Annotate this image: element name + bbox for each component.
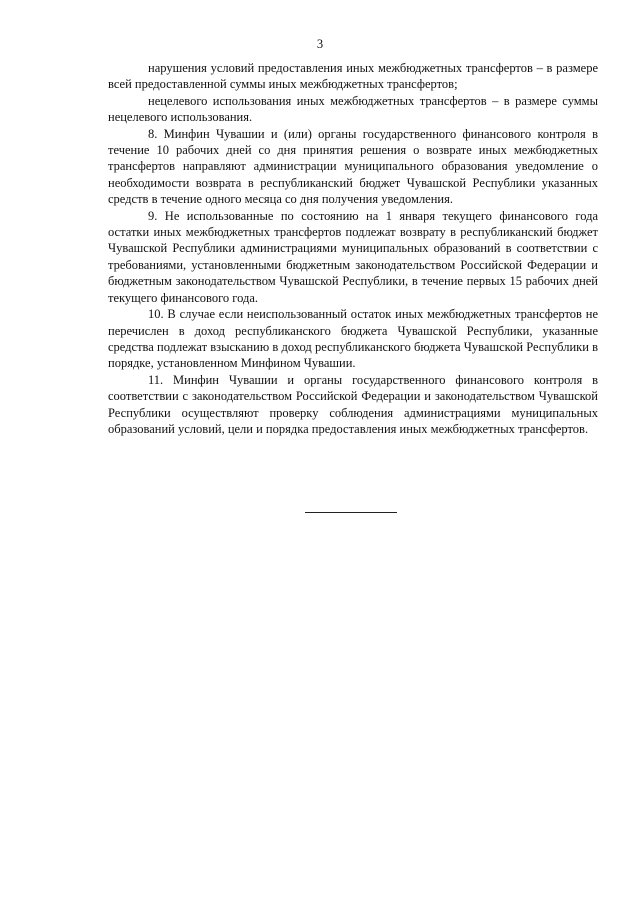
- paragraph-item-9: 9. Не использованные по состоянию на 1 января текущего финансового года остатки иных межбюджетных трансфертов подлежат возврату в республиканский бюджет Чувашской Республики администрациями муниципальных образований в соответствии с требованиями, установленными бюджетным законодательством Российской Федерации и бюджетным законодательством Чувашской Республики, в течение первых 15 рабочих дней текущего финансового года.: [108, 208, 598, 305]
- paragraph-item-10: 10. В случае если неиспользованный остаток иных межбюджетных трансфертов не перечислен в доход республиканского бюджета Чувашской Республики, указанные средства подлежат взысканию в доход республиканского бюджета Чувашской Республики в порядке, установленном Минфином Чувашии.: [108, 307, 598, 371]
- paragraph-item-11: 11. Минфин Чувашии и органы государственного финансового контроля в соответствии с законодательством Российской Федерации и законодательством Чувашской Республики осуществляют проверку соблюдения администрациями муниципальных образований условий, цели и порядка предоставления иных межбюджетных трансфертов.: [108, 372, 598, 436]
- paragraph-item-8: 8. Минфин Чувашии и (или) органы государственного финансового контроля в течение 10 рабочих дней со дня принятия решения о возврате иных межбюджетных трансфертов направляют администрации муниципального образования уведомление о необходимости возврата в республиканский бюджет Чувашской Республики указанных средств в течение одного месяца со дня получения уведомления.: [108, 126, 598, 207]
- paragraph-violation-conditions: нарушения условий предоставления иных межбюджетных трансфертов – в размере всей предоставленной суммы иных межбюджетных трансфертов;: [108, 61, 598, 92]
- paragraph-misuse: нецелевого использования иных межбюджетных трансфертов – в размере суммы нецелевого использования.: [108, 93, 598, 125]
- page-number: 3: [316, 37, 324, 51]
- closing-divider-line: [305, 512, 397, 513]
- document-body: [108, 60, 598, 437]
